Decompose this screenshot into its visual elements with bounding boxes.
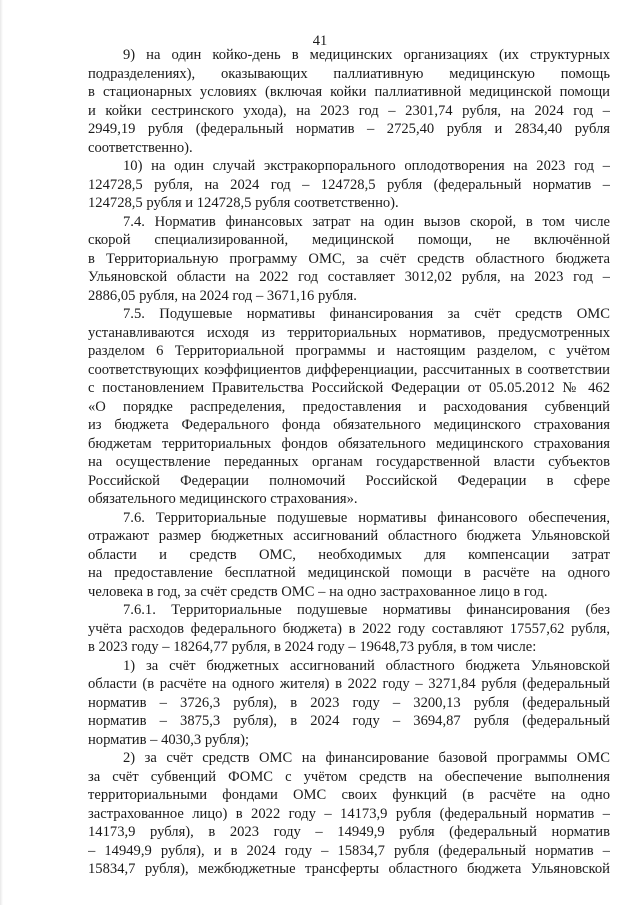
paragraph-line: подразделениях), оказывающих паллиативную медицинскую помощь (88, 65, 610, 82)
paragraph-p2 (88, 749, 610, 879)
paragraph-line: учёта расходов федерального бюджета) в 2022 году составляют 17557,62 рубля, (88, 620, 610, 637)
paragraph-line: 7.4. Норматив финансовых затрат на один вызов скорой, в том числе (123, 213, 610, 230)
paragraph-line: 14173,9 рубля), в 2023 году – 14949,9 рубля (федеральный норматив (88, 824, 610, 840)
paragraph-line: на осуществление переданных органам государственной власти субъектов (88, 454, 610, 470)
document-body (88, 46, 610, 879)
page-number: 41 (312, 33, 328, 49)
paragraph-line: в стационарных условиях (включая койки паллиативной медицинской помощи (88, 84, 610, 100)
paragraph-line: территориальными фондами ОМС своих функций (в расчёте на одно (88, 787, 610, 803)
paragraph-line: и койки сестринского ухода), на 2023 год – 2301,74 рубля, на 2024 год – (88, 102, 610, 119)
paragraph-line: Ульяновской области на 2022 год составляет 3012,02 рубля, на 2023 год – (88, 269, 610, 285)
paragraph-p7-4 (88, 213, 610, 306)
paragraph-p9 (88, 46, 610, 157)
paragraph-p10 (88, 157, 610, 213)
paragraph-line: застрахованное лицо) в 2022 году – 14173,9 рубля (федеральный норматив – (88, 805, 610, 822)
paragraph-line: 124728,5 рубля и 124728,5 рубля соответственно). (88, 195, 399, 211)
paragraph-line: на предоставление бесплатной медицинской помощи в расчёте на одного (88, 565, 610, 581)
paragraph-line: бюджетам территориальных фондов обязательного медицинского страхования (88, 435, 610, 452)
paragraph-line: 2949,19 рубля (федеральный норматив – 2725,40 рубля и 2834,40 рубля (88, 121, 610, 137)
paragraph-line: скорой специализированной, медицинской помощи, не включённой (88, 232, 610, 248)
paragraph-line: человека в год, за счёт средств ОМС – на одно застрахованное лицо в год. (88, 583, 548, 600)
paragraph-p7-6-1 (88, 601, 610, 657)
paragraph-line: в Территориальную программу ОМС, за счёт средств областного бюджета (88, 250, 610, 267)
paragraph-line: Российской Федерации полномочий Российской Федерации в сфере (88, 472, 610, 489)
paragraph-line: с постановлением Правительства Российской Федерации от 05.05.2012 № 462 (88, 380, 610, 396)
paragraph-line: норматив – 3875,3 рубля), в 2024 году – 3694,87 рубля (федеральный (88, 713, 610, 729)
paragraph-line: – 14949,9 рубля), и в 2024 году – 15834,7 рубля (федеральный норматив – (88, 842, 610, 859)
paragraph-line: в 2023 году – 18264,77 рубля, в 2024 году – 19648,73 рубля, в том числе: (88, 639, 537, 655)
paragraph-line: 9) на один койко-день в медицинских организациях (их структурных (123, 47, 610, 63)
paragraph-line: «О порядке распределения, предоставления и расходования субвенций (88, 398, 610, 415)
paragraph-line: отражают размер бюджетных ассигнований областного бюджета Ульяновской (88, 528, 610, 544)
paragraph-line: области и средств ОМС, необходимых для компенсации затрат (88, 546, 610, 563)
paragraph-line: области (в расчёте на одного жителя) в 2022 году – 3271,84 рубля (федеральный (88, 676, 610, 692)
paragraph-line: разделом 6 Территориальной программы и настоящим разделом, с учётом (88, 343, 610, 359)
scan-edge-shadow (0, 0, 3, 905)
paragraph-line: соответствующих коэффициентов дифференциации, рассчитанных в соответствии (88, 361, 610, 378)
paragraph-line: норматив – 3726,3 рубля), в 2023 году – 3200,13 рубля (федеральный (88, 694, 610, 711)
paragraph-p7-5 (88, 305, 610, 509)
paragraph-line: за счёт субвенций ФОМС с учётом средств на обеспечение выполнения (88, 768, 610, 785)
paragraph-line: 2886,05 рубля, на 2024 год – 3671,16 рубля. (88, 287, 357, 304)
paragraph-line: 7.5. Подушевые нормативы финансирования за счёт средств ОМС (123, 306, 610, 322)
paragraph-line: 15834,7 рубля), межбюджетные трансферты областного бюджета Ульяновской (88, 861, 610, 877)
paragraph-line: 10) на один случай экстракорпорального оплодотворения на 2023 год – (123, 158, 610, 174)
paragraph-line: устанавливаются исходя из территориальных нормативов, предусмотренных (88, 324, 610, 341)
paragraph-line: соответственно). (88, 139, 193, 156)
paragraph-line: из бюджета Федерального фонда обязательного медицинского страхования (88, 417, 610, 433)
paragraph-line: 7.6.1. Территориальные подушевые нормативы финансирования (без (123, 602, 610, 618)
paragraph-p7-6 (88, 509, 610, 602)
paragraph-p1 (88, 657, 610, 750)
paragraph-line: 2) за счёт средств ОМС на финансирование базовой программы ОМС (123, 750, 610, 766)
paragraph-line: 7.6. Территориальные подушевые нормативы финансового обеспечения, (123, 509, 610, 526)
paragraph-line: обязательного медицинского страхования». (88, 491, 358, 507)
paragraph-line: норматив – 4030,3 рубля); (88, 731, 250, 748)
paragraph-line: 124728,5 рубля, на 2024 год – 124728,5 рубля (федеральный норматив – (88, 176, 610, 193)
paragraph-line: 1) за счёт бюджетных ассигнований областного бюджета Ульяновской (123, 657, 610, 674)
